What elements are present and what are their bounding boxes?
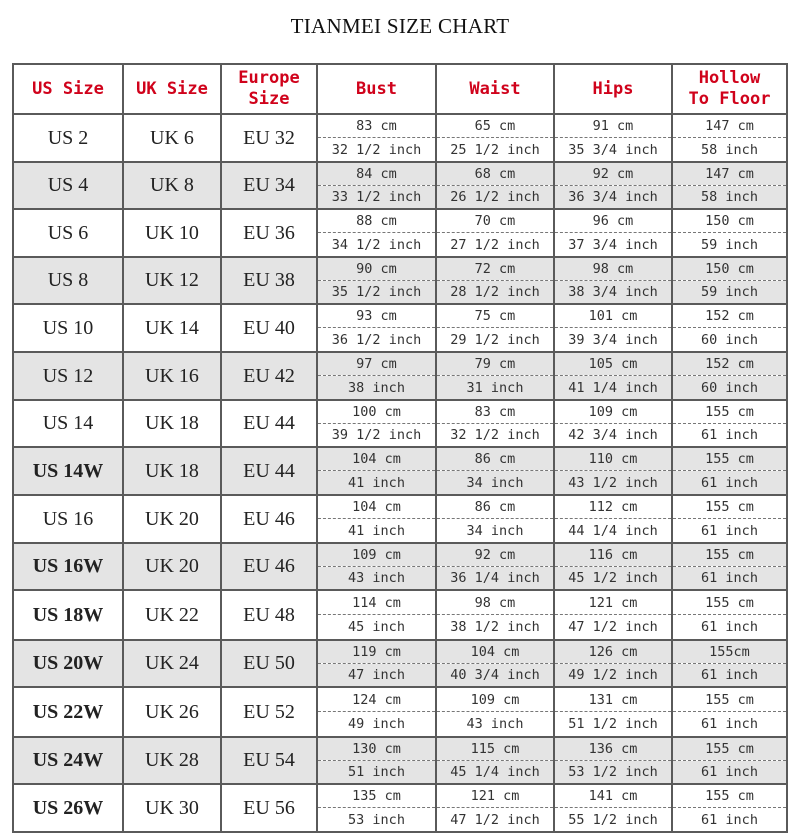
uk-size-cell: UK 30: [123, 784, 221, 832]
waist-inch-cell: 45 1/4 inch: [436, 761, 554, 785]
bust-inch-cell: 32 1/2 inch: [317, 138, 436, 163]
waist-cm-cell: 79 cm: [436, 352, 554, 376]
hips-cm-cell: 105 cm: [554, 352, 672, 376]
hollow-to-floor-cm-cell: 150 cm: [672, 209, 787, 233]
eu-size-cell: EU 32: [221, 114, 317, 162]
table-row: [13, 352, 787, 376]
hollow-to-floor-cm-cell: 155 cm: [672, 590, 787, 615]
bust-cm-cell: 109 cm: [317, 543, 436, 567]
bust-inch-cell: 38 inch: [317, 376, 436, 401]
hips-inch-cell: 38 3/4 inch: [554, 281, 672, 305]
us-size-cell: US 20W: [13, 640, 123, 687]
waist-inch-cell: 26 1/2 inch: [436, 186, 554, 210]
hollow-to-floor-cm-cell: 155 cm: [672, 447, 787, 471]
table-row: [13, 543, 787, 567]
hollow-to-floor-cm-cell: 155cm: [672, 640, 787, 664]
bust-cm-cell: 124 cm: [317, 687, 436, 712]
hips-inch-cell: 37 3/4 inch: [554, 233, 672, 258]
hollow-to-floor-inch-cell: 60 inch: [672, 328, 787, 353]
waist-cm-cell: 65 cm: [436, 114, 554, 138]
header-hollow-to-floor: [672, 64, 787, 114]
uk-size-cell: UK 18: [123, 400, 221, 447]
eu-size-cell: EU 42: [221, 352, 317, 400]
hips-inch-cell: 42 3/4 inch: [554, 424, 672, 448]
bust-inch-cell: 43 inch: [317, 567, 436, 591]
hollow-to-floor-inch-cell: 58 inch: [672, 138, 787, 163]
waist-cm-cell: 104 cm: [436, 640, 554, 664]
bust-cm-cell: 100 cm: [317, 400, 436, 424]
us-size-cell: US 14W: [13, 447, 123, 495]
uk-size-cell: UK 28: [123, 737, 221, 784]
waist-inch-cell: 28 1/2 inch: [436, 281, 554, 305]
header-row: [13, 64, 787, 114]
hollow-to-floor-cm-cell: 150 cm: [672, 257, 787, 281]
uk-size-cell: UK 26: [123, 687, 221, 737]
hips-cm-cell: 116 cm: [554, 543, 672, 567]
waist-cm-cell: 98 cm: [436, 590, 554, 615]
bust-inch-cell: 49 inch: [317, 712, 436, 738]
waist-cm-cell: 92 cm: [436, 543, 554, 567]
us-size-cell: US 22W: [13, 687, 123, 737]
hips-inch-cell: 47 1/2 inch: [554, 615, 672, 641]
waist-cm-cell: 86 cm: [436, 447, 554, 471]
hollow-to-floor-cm-cell: 155 cm: [672, 543, 787, 567]
header-waist: Waist: [436, 64, 554, 114]
hollow-to-floor-inch-cell: 60 inch: [672, 376, 787, 401]
hips-cm-cell: 96 cm: [554, 209, 672, 233]
hollow-to-floor-inch-cell: 61 inch: [672, 712, 787, 738]
bust-inch-cell: 35 1/2 inch: [317, 281, 436, 305]
uk-size-cell: UK 22: [123, 590, 221, 640]
header-europe-size: [221, 64, 317, 114]
eu-size-cell: EU 44: [221, 447, 317, 495]
uk-size-cell: UK 20: [123, 543, 221, 590]
bust-cm-cell: 83 cm: [317, 114, 436, 138]
hollow-to-floor-inch-cell: 59 inch: [672, 233, 787, 258]
hips-cm-cell: 98 cm: [554, 257, 672, 281]
hips-cm-cell: 121 cm: [554, 590, 672, 615]
hips-inch-cell: 51 1/2 inch: [554, 712, 672, 738]
hips-inch-cell: 45 1/2 inch: [554, 567, 672, 591]
header-europe-size-line1: Europe: [238, 68, 300, 88]
uk-size-cell: UK 10: [123, 209, 221, 257]
bust-inch-cell: 36 1/2 inch: [317, 328, 436, 353]
bust-inch-cell: 33 1/2 inch: [317, 186, 436, 210]
hips-inch-cell: 49 1/2 inch: [554, 664, 672, 688]
hips-cm-cell: 112 cm: [554, 495, 672, 519]
hips-inch-cell: 36 3/4 inch: [554, 186, 672, 210]
size-chart-body: [13, 114, 787, 832]
table-row: [13, 784, 787, 808]
bust-cm-cell: 130 cm: [317, 737, 436, 761]
eu-size-cell: EU 38: [221, 257, 317, 304]
bust-cm-cell: 88 cm: [317, 209, 436, 233]
bust-cm-cell: 135 cm: [317, 784, 436, 808]
bust-cm-cell: 90 cm: [317, 257, 436, 281]
waist-cm-cell: 109 cm: [436, 687, 554, 712]
eu-size-cell: EU 36: [221, 209, 317, 257]
waist-inch-cell: 34 inch: [436, 519, 554, 544]
us-size-cell: US 8: [13, 257, 123, 304]
hips-cm-cell: 91 cm: [554, 114, 672, 138]
bust-inch-cell: 45 inch: [317, 615, 436, 641]
waist-cm-cell: 75 cm: [436, 304, 554, 328]
table-row: [13, 257, 787, 281]
eu-size-cell: EU 34: [221, 162, 317, 209]
us-size-cell: US 4: [13, 162, 123, 209]
hips-cm-cell: 131 cm: [554, 687, 672, 712]
hips-inch-cell: 39 3/4 inch: [554, 328, 672, 353]
header-europe-size-line2: Size: [248, 89, 290, 109]
hips-inch-cell: 41 1/4 inch: [554, 376, 672, 401]
hips-cm-cell: 101 cm: [554, 304, 672, 328]
uk-size-cell: UK 14: [123, 304, 221, 352]
hips-cm-cell: 109 cm: [554, 400, 672, 424]
waist-inch-cell: 31 inch: [436, 376, 554, 401]
us-size-cell: US 18W: [13, 590, 123, 640]
table-row: [13, 447, 787, 471]
size-chart-table: [12, 63, 788, 833]
waist-inch-cell: 36 1/4 inch: [436, 567, 554, 591]
waist-cm-cell: 72 cm: [436, 257, 554, 281]
bust-inch-cell: 53 inch: [317, 808, 436, 833]
us-size-cell: US 16: [13, 495, 123, 543]
table-row: [13, 114, 787, 138]
hollow-to-floor-cm-cell: 155 cm: [672, 400, 787, 424]
eu-size-cell: EU 46: [221, 495, 317, 543]
waist-inch-cell: 27 1/2 inch: [436, 233, 554, 258]
hollow-to-floor-cm-cell: 147 cm: [672, 114, 787, 138]
hollow-to-floor-inch-cell: 61 inch: [672, 808, 787, 833]
eu-size-cell: EU 56: [221, 784, 317, 832]
bust-inch-cell: 51 inch: [317, 761, 436, 785]
table-row: [13, 737, 787, 761]
hollow-to-floor-cm-cell: 155 cm: [672, 495, 787, 519]
eu-size-cell: EU 50: [221, 640, 317, 687]
waist-cm-cell: 115 cm: [436, 737, 554, 761]
waist-inch-cell: 40 3/4 inch: [436, 664, 554, 688]
bust-cm-cell: 84 cm: [317, 162, 436, 186]
hollow-to-floor-inch-cell: 58 inch: [672, 186, 787, 210]
bust-cm-cell: 119 cm: [317, 640, 436, 664]
waist-cm-cell: 86 cm: [436, 495, 554, 519]
hips-cm-cell: 136 cm: [554, 737, 672, 761]
uk-size-cell: UK 12: [123, 257, 221, 304]
waist-cm-cell: 121 cm: [436, 784, 554, 808]
hollow-to-floor-inch-cell: 61 inch: [672, 424, 787, 448]
uk-size-cell: UK 24: [123, 640, 221, 687]
hips-cm-cell: 92 cm: [554, 162, 672, 186]
us-size-cell: US 26W: [13, 784, 123, 832]
header-bust: Bust: [317, 64, 436, 114]
hollow-to-floor-cm-cell: 155 cm: [672, 737, 787, 761]
hips-cm-cell: 126 cm: [554, 640, 672, 664]
hollow-to-floor-cm-cell: 155 cm: [672, 687, 787, 712]
hollow-to-floor-inch-cell: 61 inch: [672, 567, 787, 591]
hollow-to-floor-inch-cell: 61 inch: [672, 664, 787, 688]
eu-size-cell: EU 44: [221, 400, 317, 447]
us-size-cell: US 24W: [13, 737, 123, 784]
waist-inch-cell: 34 inch: [436, 471, 554, 496]
bust-cm-cell: 97 cm: [317, 352, 436, 376]
header-us-size: US Size: [13, 64, 123, 114]
header-uk-size: UK Size: [123, 64, 221, 114]
hips-inch-cell: 35 3/4 inch: [554, 138, 672, 163]
hips-inch-cell: 44 1/4 inch: [554, 519, 672, 544]
eu-size-cell: EU 40: [221, 304, 317, 352]
page-title: TIANMEI SIZE CHART: [290, 14, 510, 38]
bust-cm-cell: 104 cm: [317, 495, 436, 519]
waist-cm-cell: 70 cm: [436, 209, 554, 233]
hollow-to-floor-inch-cell: 61 inch: [672, 761, 787, 785]
bust-cm-cell: 114 cm: [317, 590, 436, 615]
us-size-cell: US 6: [13, 209, 123, 257]
hollow-to-floor-cm-cell: 152 cm: [672, 304, 787, 328]
table-row: [13, 687, 787, 712]
bust-inch-cell: 41 inch: [317, 519, 436, 544]
waist-cm-cell: 68 cm: [436, 162, 554, 186]
header-hollow-line1: Hollow: [698, 68, 761, 88]
header-hollow-line2: To Floor: [688, 89, 771, 109]
hips-inch-cell: 55 1/2 inch: [554, 808, 672, 833]
eu-size-cell: EU 46: [221, 543, 317, 590]
bust-inch-cell: 34 1/2 inch: [317, 233, 436, 258]
bust-cm-cell: 104 cm: [317, 447, 436, 471]
hollow-to-floor-inch-cell: 61 inch: [672, 519, 787, 544]
bust-inch-cell: 47 inch: [317, 664, 436, 688]
hips-cm-cell: 110 cm: [554, 447, 672, 471]
waist-inch-cell: 32 1/2 inch: [436, 424, 554, 448]
waist-inch-cell: 29 1/2 inch: [436, 328, 554, 353]
hollow-to-floor-inch-cell: 61 inch: [672, 471, 787, 496]
bust-inch-cell: 41 inch: [317, 471, 436, 496]
waist-inch-cell: 43 inch: [436, 712, 554, 738]
eu-size-cell: EU 48: [221, 590, 317, 640]
waist-inch-cell: 38 1/2 inch: [436, 615, 554, 641]
hips-cm-cell: 141 cm: [554, 784, 672, 808]
hips-inch-cell: 43 1/2 inch: [554, 471, 672, 496]
waist-cm-cell: 83 cm: [436, 400, 554, 424]
table-row: [13, 209, 787, 233]
us-size-cell: US 10: [13, 304, 123, 352]
uk-size-cell: UK 18: [123, 447, 221, 495]
eu-size-cell: EU 54: [221, 737, 317, 784]
us-size-cell: US 12: [13, 352, 123, 400]
us-size-cell: US 2: [13, 114, 123, 162]
hollow-to-floor-inch-cell: 61 inch: [672, 615, 787, 641]
uk-size-cell: UK 8: [123, 162, 221, 209]
table-row: [13, 495, 787, 519]
uk-size-cell: UK 16: [123, 352, 221, 400]
bust-inch-cell: 39 1/2 inch: [317, 424, 436, 448]
hollow-to-floor-cm-cell: 155 cm: [672, 784, 787, 808]
hips-inch-cell: 53 1/2 inch: [554, 761, 672, 785]
uk-size-cell: UK 20: [123, 495, 221, 543]
table-row: [13, 590, 787, 615]
table-row: [13, 304, 787, 328]
hollow-to-floor-cm-cell: 147 cm: [672, 162, 787, 186]
us-size-cell: US 14: [13, 400, 123, 447]
table-row: [13, 162, 787, 186]
table-row: [13, 400, 787, 424]
bust-cm-cell: 93 cm: [317, 304, 436, 328]
hollow-to-floor-inch-cell: 59 inch: [672, 281, 787, 305]
header-hips: Hips: [554, 64, 672, 114]
table-row: [13, 640, 787, 664]
eu-size-cell: EU 52: [221, 687, 317, 737]
uk-size-cell: UK 6: [123, 114, 221, 162]
waist-inch-cell: 25 1/2 inch: [436, 138, 554, 163]
us-size-cell: US 16W: [13, 543, 123, 590]
hollow-to-floor-cm-cell: 152 cm: [672, 352, 787, 376]
waist-inch-cell: 47 1/2 inch: [436, 808, 554, 833]
